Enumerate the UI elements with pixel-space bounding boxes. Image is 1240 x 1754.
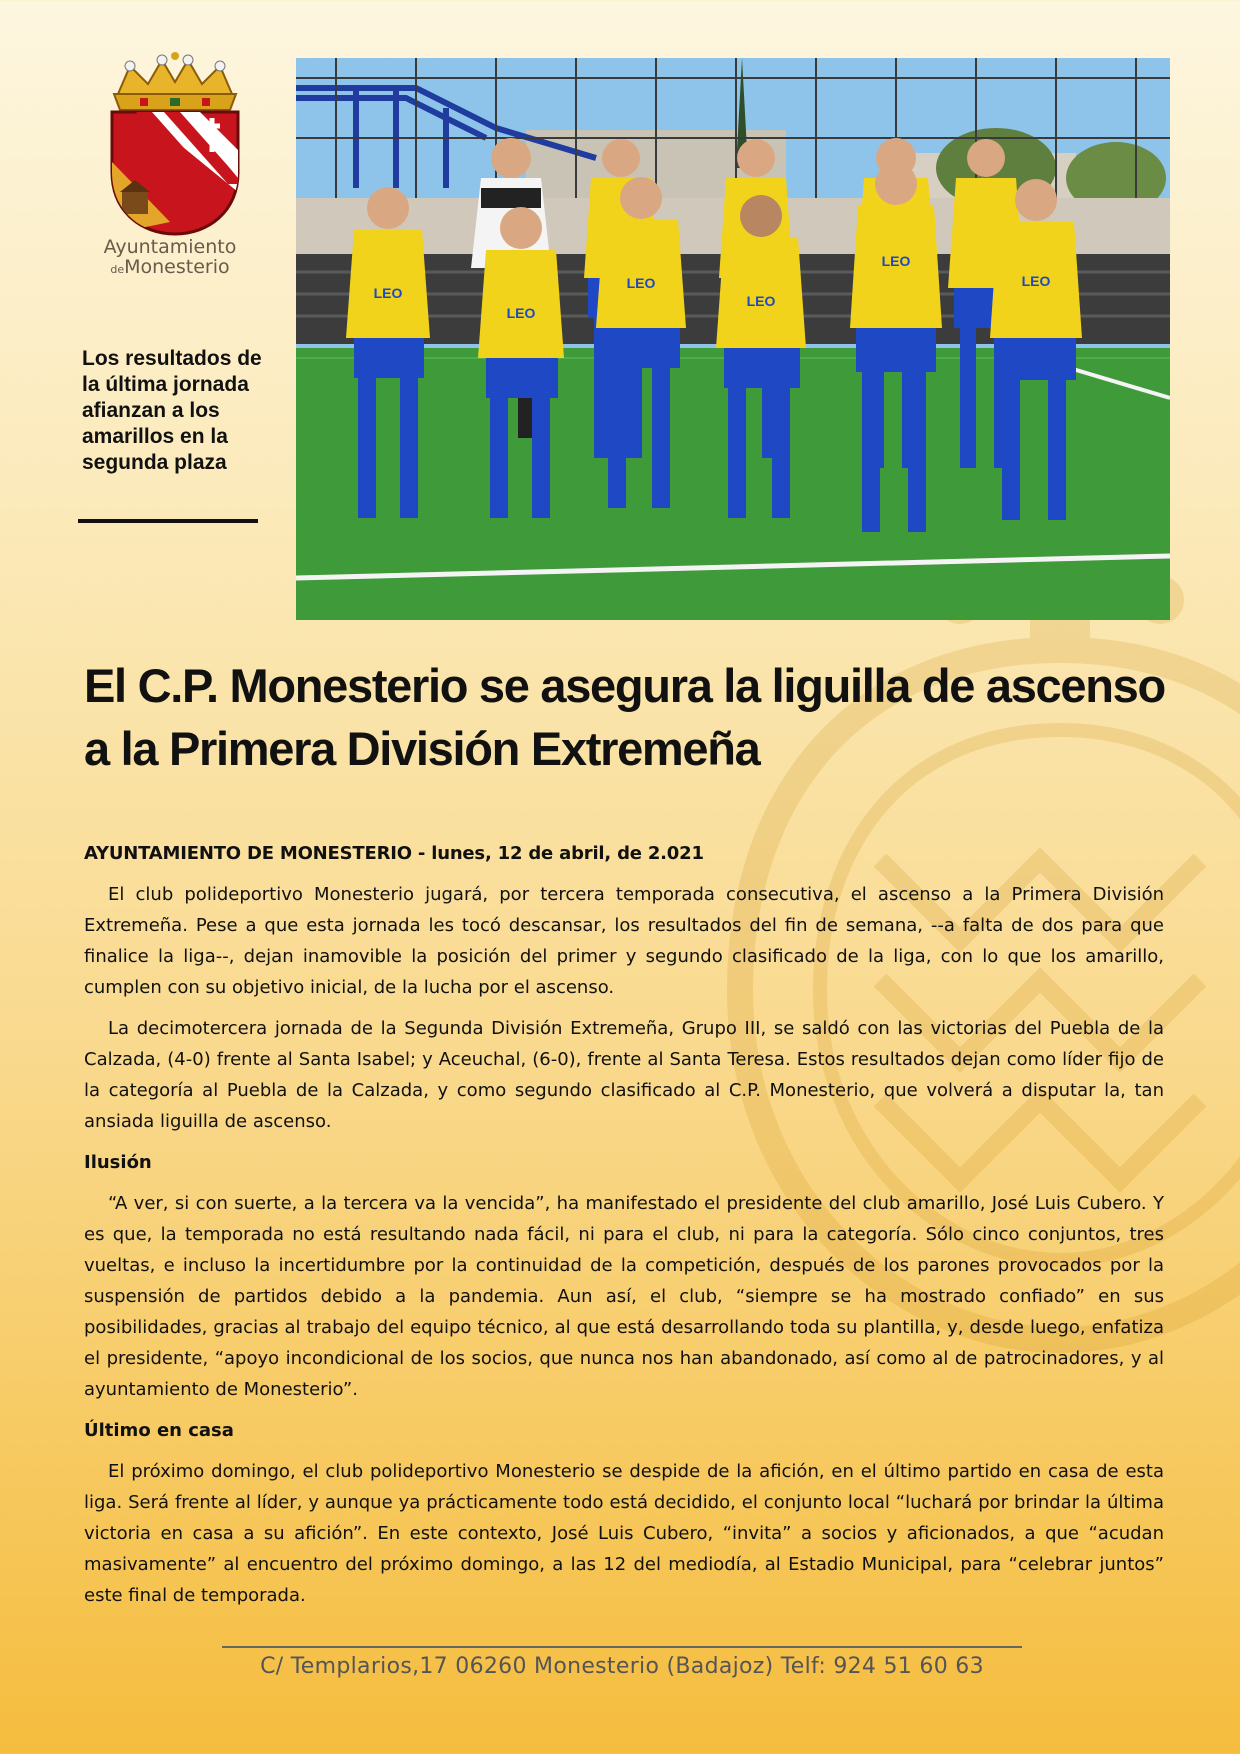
- page-title: El C.P. Monesterio se asegura la liguilla de ascenso a la Primera División Extremeña: [84, 659, 1165, 775]
- article-paragraph: “A ver, si con suerte, a la tercera va la vencida”, ha manifestado el presidente del club amarillo, José Luis Cubero. Y es que, la temporada no está resultando nada fácil, ni para el club, ni para la categoría. Sólo cinco conjuntos, tres vueltas, e incluso la incertidumbre por la continuidad de la competición, después de los parones provocados por la suspensión de partidos debido a la pandemia. Aun así, el club, “siempre se ha mostrado confiado” en sus posibilidades, gracias al trabajo del equipo técnico, al que está desarrollando toda su plantilla, y, desde luego, enfatiza el presidente, “apoyo incondicional de los socios, que nunca nos han abandonado, así como al de patrocinadores, y al ayuntamiento de Monesterio”.: [84, 1193, 1164, 1400]
- article-paragraph: La decimotercera jornada de la Segunda División Extremeña, Grupo III, se saldó con las victorias del Puebla de la Calzada, (4-0) frente al Santa Isabel; y Aceuchal, (6-0), frente al Santa Teresa. Estos resultados dejan como líder fijo de la categoría al Puebla de la Calzada, y como segundo clasificado al C.P. Monesterio, que volverá a disputar la, tan ansiada liguilla de ascenso.: [84, 1018, 1164, 1132]
- article-paragraph: El club polideportivo Monesterio jugará, por tercera temporada consecutiva, el ascenso a la Primera División Extremeña. Pese a que esta jornada les tocó descansar, los resultados del fin de semana, --a falta de dos para que finalice la liga--, dejan inamovible la posición del primer y segundo clasificado de la liga, con lo que los amarillo, cumplen con su objetivo inicial, de la lucha por el ascenso.: [84, 884, 1164, 998]
- team-photo: [296, 58, 1170, 620]
- article-paragraph: El próximo domingo, el club polideportivo Monesterio se despide de la afición, en el último partido en casa de esta liga. Será frente al líder, y aunque ya prácticamente todo está decidido, el conjunto local “luchará por brindar la última victoria en casa a su afición”. En este contexto, José Luis Cubero, “invita” a socios y aficionados, a que “acudan masivamente” al encuentro del próximo domingo, a las 12 del mediodía, al Estadio Municipal, para “celebrar juntos” este final de temporada.: [84, 1461, 1164, 1606]
- sidebar-divider: [78, 519, 258, 523]
- shirt-sponsor-text: LEO: [1021, 273, 1051, 289]
- footer-address: C/ Templarios,17 06260 Monesterio (Badajoz) Telf: 924 51 60 63: [260, 1654, 984, 1679]
- section-heading: Último en casa: [84, 1420, 234, 1441]
- shirt-sponsor-text: LEO: [881, 253, 911, 269]
- byline: AYUNTAMIENTO DE MONESTERIO - lunes, 12 de abril, de 2.021: [84, 843, 704, 864]
- footer-divider: [222, 1646, 1022, 1648]
- organization-line-1: Ayuntamiento: [103, 236, 237, 258]
- organization-line-2-main: Monesterio: [124, 255, 230, 278]
- shirt-sponsor-text: LEO: [373, 285, 403, 301]
- organization-line-2: [90, 255, 250, 278]
- article-body: [84, 838, 1164, 1621]
- shirt-sponsor-text: LEO: [506, 305, 536, 321]
- sidebar-caption: Los resultados de la última jornada afianzan a los amarillos en la segunda plaza: [82, 347, 262, 474]
- organization-name: [90, 238, 250, 278]
- shirt-sponsor-text: LEO: [626, 275, 656, 291]
- shirt-sponsor-text: LEO: [746, 293, 776, 309]
- section-heading: Ilusión: [84, 1152, 152, 1173]
- organization-line-2-prefix: de: [110, 262, 125, 276]
